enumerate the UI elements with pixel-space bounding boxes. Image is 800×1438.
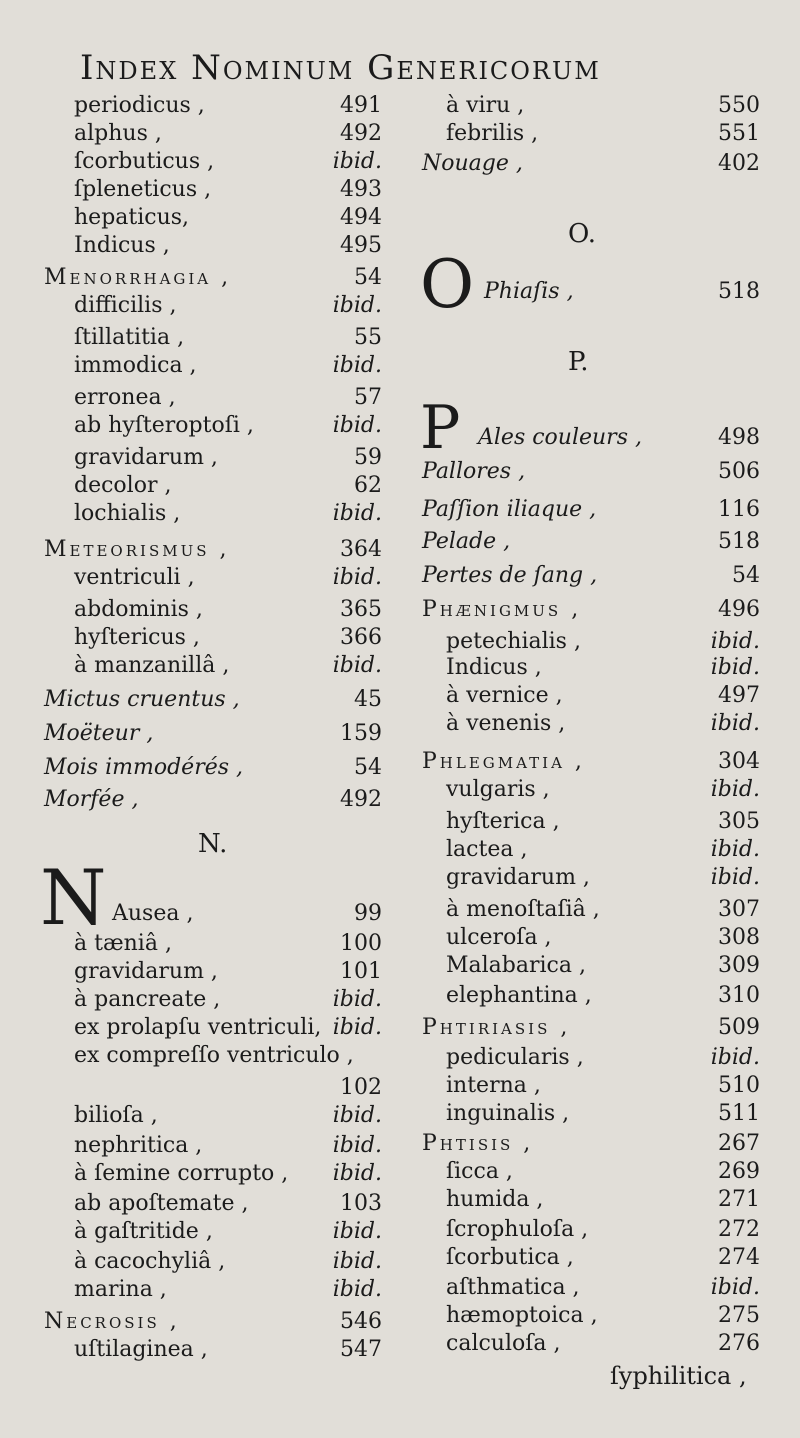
index-entry (0, 148, 400, 176)
entry-page: 494 (340, 205, 382, 230)
entry-term: difficilis , (74, 293, 177, 318)
entry-page: ibid. (710, 1275, 760, 1300)
index-entry (0, 958, 400, 986)
section-letter: P. (568, 347, 589, 377)
entry-page: ibid. (332, 1103, 382, 1128)
entry-term: à menoſtaſiâ , (446, 897, 600, 922)
entry-page: 267 (718, 1131, 760, 1156)
entry-term: hepaticus, (74, 205, 190, 230)
entry-page: 57 (354, 385, 382, 410)
index-entry (0, 92, 400, 120)
index-entry (400, 150, 800, 178)
index-entry (0, 412, 400, 440)
entry-term: vulgaris , (446, 777, 550, 802)
entry-page: 509 (718, 1015, 760, 1040)
entry-term: humida , (446, 1187, 544, 1212)
entry-page: ibid. (710, 865, 760, 890)
entry-term: à ſemine corrupto , (74, 1161, 289, 1186)
index-entry (400, 628, 800, 656)
entry-page: 402 (718, 151, 760, 176)
entry-term: à tæniâ , (74, 931, 172, 956)
entry-term: gravidarum , (446, 865, 590, 890)
entry-term: ſicca , (446, 1159, 513, 1184)
index-entry (0, 352, 400, 380)
entry-page: 99 (354, 901, 382, 926)
entry-term: gravidarum , (74, 445, 218, 470)
section-letter: N. (198, 829, 228, 859)
entry-page: 518 (718, 529, 760, 554)
entry-page: 307 (718, 897, 760, 922)
entry-page: 101 (340, 959, 382, 984)
index-entry (0, 444, 400, 472)
entry-term: Phiaſis , (484, 279, 574, 304)
entry-page: 365 (340, 597, 382, 622)
entry-page: ibid. (332, 1133, 382, 1158)
entry-page: ibid. (332, 1277, 382, 1302)
index-entry (0, 596, 400, 624)
index-entry (400, 1014, 800, 1042)
entry-page: ibid. (332, 501, 382, 526)
entry-term: Menorrhagia , (44, 265, 232, 290)
entry-term: Nouage , (422, 151, 523, 176)
entry-term: Moëteur , (44, 721, 154, 746)
index-entry (0, 652, 400, 680)
index-entry (400, 896, 800, 924)
entry-term: ſcorbutica , (446, 1245, 574, 1270)
entry-term: à venenis , (446, 711, 566, 736)
index-entry (0, 1276, 400, 1304)
entry-term: petechialis , (446, 629, 581, 654)
entry-term: Phænigmus , (422, 597, 582, 622)
entry-term: uſtilaginea , (74, 1337, 208, 1362)
entry-page: 491 (340, 93, 382, 118)
entry-term: ſcrophuloſa , (446, 1217, 589, 1242)
entry-page: 62 (354, 473, 382, 498)
entry-term: nephritica , (74, 1133, 203, 1158)
entry-page: 497 (718, 683, 760, 708)
index-entry (0, 384, 400, 412)
entry-page: ibid. (332, 149, 382, 174)
entry-page: 275 (718, 1303, 760, 1328)
index-entry (400, 864, 800, 892)
entry-term: à gaſtritide , (74, 1219, 213, 1244)
entry-term: Ales couleurs , (478, 425, 642, 450)
drop-cap: P (420, 393, 461, 463)
index-entry (400, 748, 800, 776)
entry-page: 103 (340, 1191, 382, 1216)
entry-page: ibid. (332, 293, 382, 318)
entry-page: ibid. (332, 413, 382, 438)
index-entry (400, 1186, 800, 1214)
entry-page: 550 (718, 93, 760, 118)
entry-page: ibid. (332, 1249, 382, 1274)
entry-term: gravidarum , (74, 959, 218, 984)
index-entry (0, 1308, 400, 1336)
drop-cap: N (40, 853, 107, 942)
index-entry (400, 220, 800, 248)
entry-term: calculoſa , (446, 1331, 561, 1356)
entry-page: 102 (340, 1075, 382, 1100)
index-entry (400, 528, 800, 556)
index-entry (0, 232, 400, 260)
index-entry (0, 1042, 400, 1070)
entry-page: 274 (718, 1245, 760, 1270)
entry-term: Morfée , (44, 787, 139, 812)
index-entry (0, 720, 400, 748)
index-entry (0, 1248, 400, 1276)
index-entry (0, 120, 400, 148)
index-entry (400, 496, 800, 524)
index-entry (0, 292, 400, 320)
index-entry (0, 536, 400, 564)
index-entry (400, 982, 800, 1010)
entry-page: 506 (718, 459, 760, 484)
entry-term: decolor , (74, 473, 172, 498)
index-entry (0, 176, 400, 204)
index-entry (400, 808, 800, 836)
entry-page: 308 (718, 925, 760, 950)
catchword: ſyphilitica , (610, 1362, 747, 1390)
page-header: Index Nominum Genericorum (80, 48, 601, 88)
index-entry (400, 1244, 800, 1272)
entry-page: ibid. (710, 837, 760, 862)
entry-page: ibid. (710, 1045, 760, 1070)
entry-term: lochialis , (74, 501, 181, 526)
entry-page: 55 (354, 325, 382, 350)
index-entry (0, 686, 400, 714)
entry-term: bilioſa , (74, 1103, 158, 1128)
entry-term: pedicularis , (446, 1045, 584, 1070)
entry-term: febrilis , (446, 121, 539, 146)
entry-page: 495 (340, 233, 382, 258)
entry-page: ibid. (710, 655, 760, 680)
index-entry (400, 710, 800, 738)
index-entry (0, 624, 400, 652)
entry-term: Pelade , (422, 529, 511, 554)
entry-page: 492 (340, 121, 382, 146)
entry-term: hyſtericus , (74, 625, 200, 650)
index-entry (0, 1014, 400, 1042)
entry-page: 54 (732, 563, 760, 588)
entry-term: Mictus cruentus , (44, 687, 240, 712)
entry-page: 54 (354, 265, 382, 290)
entry-page: ibid. (332, 987, 382, 1012)
entry-term: ab hyſteroptoſi , (74, 413, 254, 438)
entry-page: 493 (340, 177, 382, 202)
entry-term: ventriculi , (74, 565, 195, 590)
entry-page: 546 (340, 1309, 382, 1334)
index-entry (400, 1072, 800, 1100)
entry-term: Necrosis , (44, 1309, 180, 1334)
index-entry (0, 786, 400, 814)
entry-page: 498 (718, 425, 760, 450)
entry-term: Pallores , (422, 459, 526, 484)
entry-term: ſpleneticus , (74, 177, 212, 202)
entry-page: 518 (718, 279, 760, 304)
entry-page: ibid. (332, 653, 382, 678)
index-entry (400, 120, 800, 148)
index-entry (0, 1190, 400, 1218)
entry-term: erronea , (74, 385, 176, 410)
index-entry (0, 564, 400, 592)
entry-term: lactea , (446, 837, 528, 862)
entry-term: à cacochyliâ , (74, 1249, 226, 1274)
entry-term: Phtisis , (422, 1131, 534, 1156)
index-entry (0, 1160, 400, 1188)
entry-term: alphus , (74, 121, 162, 146)
index-entry (0, 264, 400, 292)
entry-page: ibid. (332, 1219, 382, 1244)
index-entry (0, 1074, 400, 1102)
entry-page: 159 (340, 721, 382, 746)
index-entry (0, 754, 400, 782)
index-entry (400, 1302, 800, 1330)
entry-page: 309 (718, 953, 760, 978)
index-entry (400, 92, 800, 120)
drop-cap: O (420, 246, 475, 323)
entry-page: 269 (718, 1159, 760, 1184)
entry-term: Indicus , (74, 233, 170, 258)
index-entry (400, 562, 800, 590)
index-entry (400, 924, 800, 952)
index-entry (0, 986, 400, 1014)
entry-term: interna , (446, 1073, 541, 1098)
entry-term: Indicus , (446, 655, 542, 680)
entry-page: 304 (718, 749, 760, 774)
entry-term: hyſterica , (446, 809, 560, 834)
entry-term: ex compreſſo ventriculo , (74, 1043, 354, 1068)
entry-page: 496 (718, 597, 760, 622)
index-entry (400, 1274, 800, 1302)
entry-page: 45 (354, 687, 382, 712)
index-entry (0, 324, 400, 352)
entry-term: Phlegmatia , (422, 749, 585, 774)
entry-term: Malabarica , (446, 953, 586, 978)
entry-term: ab apoſtemate , (74, 1191, 249, 1216)
entry-page: ibid. (710, 711, 760, 736)
entry-term: elephantina , (446, 983, 592, 1008)
entry-page: 100 (340, 931, 382, 956)
entry-page: 310 (718, 983, 760, 1008)
entry-term: Paſſion iliaque , (422, 497, 597, 522)
entry-term: ulceroſa , (446, 925, 552, 950)
index-entry (400, 1130, 800, 1158)
entry-page: ibid. (710, 777, 760, 802)
index-entry (400, 458, 800, 486)
entry-page: ibid. (332, 565, 382, 590)
index-entry (400, 1216, 800, 1244)
entry-page: 54 (354, 755, 382, 780)
entry-page: 547 (340, 1337, 382, 1362)
entry-term: immodica , (74, 353, 197, 378)
entry-page: 59 (354, 445, 382, 470)
entry-page: ibid. (332, 353, 382, 378)
entry-term: ſtillatitia , (74, 325, 185, 350)
entry-term: à viru , (446, 93, 525, 118)
index-entry (400, 1044, 800, 1072)
entry-page: ibid. (332, 1015, 382, 1040)
index-entry (400, 952, 800, 980)
index-entry (400, 836, 800, 864)
entry-term: Ausea , (112, 901, 194, 926)
entry-page: 511 (718, 1101, 760, 1126)
entry-page: ibid. (332, 1161, 382, 1186)
entry-page: 116 (718, 497, 760, 522)
entry-page: 510 (718, 1073, 760, 1098)
index-entry (400, 682, 800, 710)
index-entry (0, 1218, 400, 1246)
entry-page: 551 (718, 121, 760, 146)
entry-page: 366 (340, 625, 382, 650)
entry-page: 276 (718, 1331, 760, 1356)
entry-term: ex prolapſu ventriculi, (74, 1015, 322, 1040)
entry-term: ſcorbuticus , (74, 149, 215, 174)
index-entry (400, 654, 800, 682)
entry-term: hæmoptoica , (446, 1303, 598, 1328)
entry-page: ibid. (710, 629, 760, 654)
entry-term: à pancreate , (74, 987, 221, 1012)
entry-term: Mois immodérés , (44, 755, 244, 780)
entry-page: 364 (340, 537, 382, 562)
index-entry (0, 204, 400, 232)
index-entry (0, 500, 400, 528)
entry-term: Phtiriasis , (422, 1015, 571, 1040)
entry-page: 272 (718, 1217, 760, 1242)
entry-term: inguinalis , (446, 1101, 570, 1126)
entry-page: 492 (340, 787, 382, 812)
entry-page: 305 (718, 809, 760, 834)
entry-term: à manzanillâ , (74, 653, 230, 678)
index-entry (0, 1102, 400, 1130)
index-entry (400, 596, 800, 624)
index-entry (400, 1100, 800, 1128)
entry-term: marina , (74, 1277, 167, 1302)
entry-term: aſthmatica , (446, 1275, 580, 1300)
index-entry (400, 348, 800, 376)
entry-term: abdominis , (74, 597, 203, 622)
section-letter: O. (568, 219, 597, 249)
entry-page: 271 (718, 1187, 760, 1212)
index-entry (400, 1158, 800, 1186)
index-entry (0, 1132, 400, 1160)
index-entry (400, 1330, 800, 1358)
index-entry (400, 776, 800, 804)
entry-term: à vernice , (446, 683, 563, 708)
index-entry (0, 472, 400, 500)
index-entry (0, 1336, 400, 1364)
entry-term: Pertes de ſang , (422, 563, 598, 588)
entry-term: Meteorismus , (44, 537, 230, 562)
entry-term: periodicus , (74, 93, 205, 118)
